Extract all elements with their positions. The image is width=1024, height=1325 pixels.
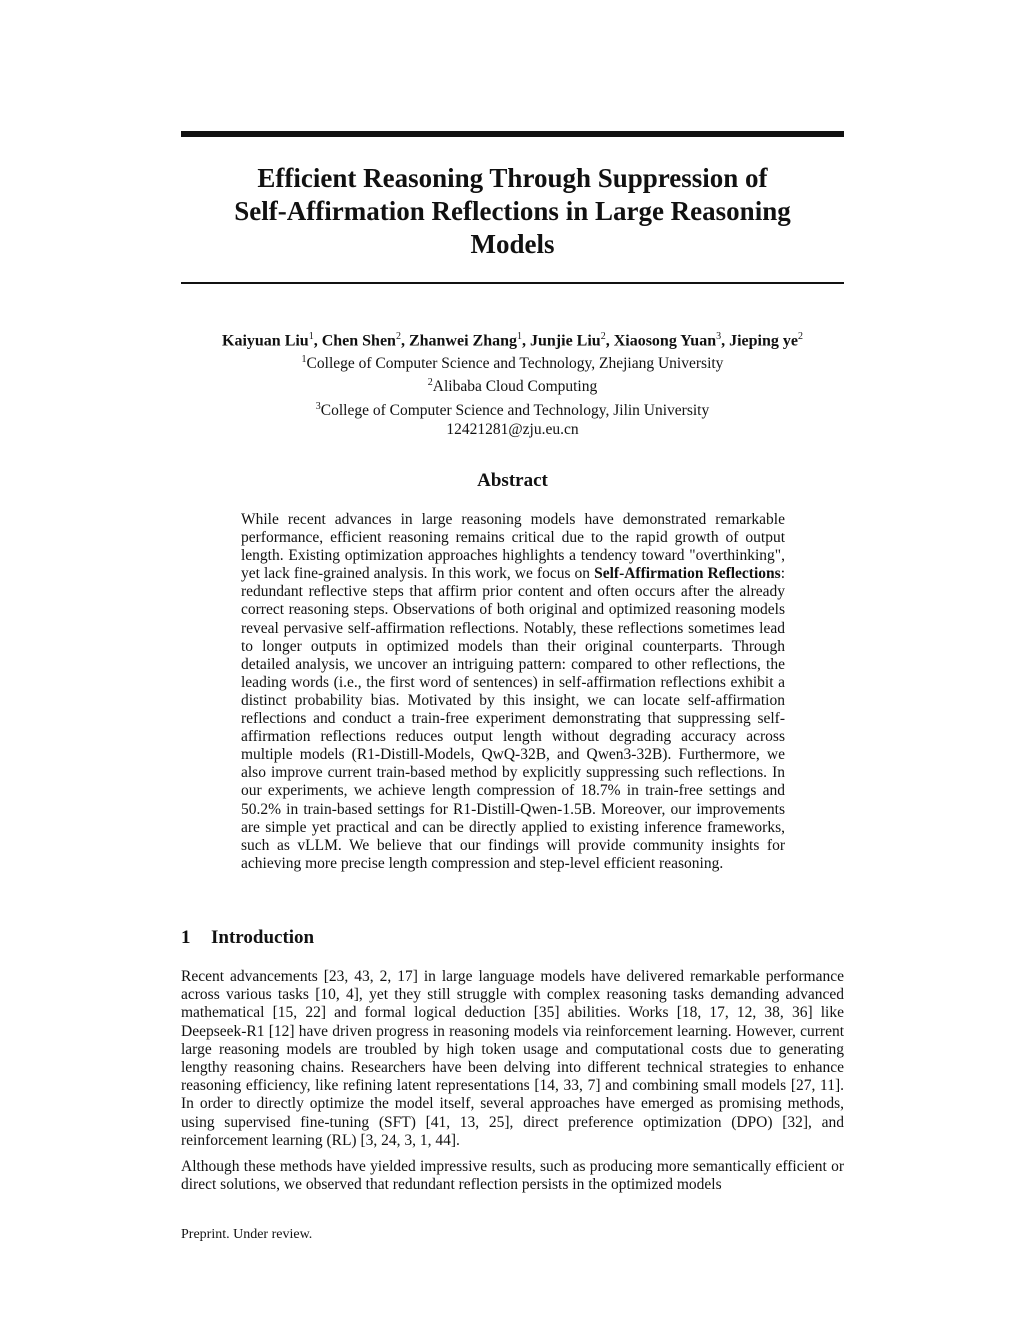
author-affiliation-mark: 2 [600, 331, 606, 342]
author-name: Kaiyuan Liu [222, 332, 309, 350]
affiliation-text: College of Computer Science and Technology, Zhejiang University [306, 355, 724, 373]
author-affiliation-mark: 3 [716, 331, 722, 342]
paragraph: Recent advancements [23, 43, 2, 17] in large language models have delivered remarkable performance across various tasks [10, 4], yet they still struggle with complex reasoning tasks demanding advanced mathematical [15, 22] and formal logical deduction [35] abilities. Works [18, 17, 12, 38, 36] like Deepseek-R1 [12] have driven progress in reasoning models via reinforcement learning. However, current large reasoning models are troubled by high token usage and computational costs due to generating lengthy reasoning chains. Researchers have been delving into different technical strategies to enhance reasoning efficiency, like refining latent representations [14, 33, 7] and combining small models [27, 11]. In order to directly optimize the model itself, several approaches have emerged as promising methods, using supervised fine-tuning (SFT) [41, 13, 25], direct preference optimization (DPO) [32], and reinforcement learning (RL) [3, 24, 3, 1, 44]. [181, 968, 844, 1149]
section-title: Introduction [211, 927, 315, 948]
abstract-text: While recent advances in large reasoning models have demonstrated remarkable performance, efficient reasoning remains critical due to the rapid growth of output length. Existing optimization approaches highlights a tendency toward "overthinking", yet lack fine-grained analysis. In this work, we focus on [241, 511, 785, 583]
paragraph: Although these methods have yielded impressive results, such as producing more semantically efficient or direct solutions, we observed that redundant reflection persists in the optimized models [181, 1158, 844, 1194]
author-name: Junjie Liu [530, 332, 601, 350]
title-top-rule [181, 131, 844, 137]
affiliation [140, 373, 885, 396]
page-footer: Preprint. Under review. [181, 1227, 313, 1242]
affiliation-number: 3 [315, 400, 321, 412]
affiliation-number: 2 [427, 377, 433, 389]
section-heading-introduction [181, 926, 314, 950]
title-line-1: Efficient Reasoning Through Suppression of [257, 163, 768, 193]
section-number: 1 [181, 927, 191, 948]
author-name: Jieping ye [729, 332, 798, 350]
title-line-2: Self-Affirmation Reflections in Large Reasoning [234, 196, 791, 226]
author-name: Chen Shen [321, 332, 396, 350]
author-name: Zhanwei Zhang [408, 332, 517, 350]
introduction-body [181, 968, 844, 1202]
affiliation [140, 350, 885, 373]
author-block [140, 327, 885, 439]
affiliation [140, 397, 885, 420]
author-affiliation-mark: 1 [308, 331, 314, 342]
abstract-key-term: Self-Affirmation Reflections [594, 565, 781, 583]
affiliation-text: College of Computer Science and Technology, Jilin University [320, 401, 710, 419]
abstract-body [241, 511, 785, 873]
abstract-text: : redundant reflective steps that affirm prior content and often occurs after the already correct reasoning steps. Observations of both original and optimized reasoning models reveal pervasive self-affirmation reflections. Notably, these reflections sometimes lead to longer outputs in optimized models than their original counterparts. Through detailed analysis, we uncover an intriguing pattern: compared to other reflections, the leading words (i.e., the first word of sentences) in self-affirmation reflections exhibit a distinct probability bias. Motivated by this insight, we can locate self-affirmation reflections and conduct a train-free experiment demonstrating that suppressing self-affirmation reflections reduces output length without degrading accuracy across multiple models (R1-Distill-Models, QwQ-32B, and Qwen3-32B). Furthermore, we also improve current train-based method by explicitly suppressing such reflections. In our experiments, we achieve length compression of 18.7% in train-free settings and 50.2% in train-based settings for R1-Distill-Qwen-1.5B. Moreover, our improvements are simple yet practical and can be directly applied to existing inference frameworks, such as vLLM. We believe that our findings will provide community insights for achieving more precise length compression and step-level efficient reasoning. [241, 565, 785, 872]
author-name: Xiaosong Yuan [613, 332, 717, 350]
affiliation-text: Alibaba Cloud Computing [432, 378, 598, 396]
contact-email[interactable]: 12421281@zju.eu.cn [446, 420, 579, 438]
paper-title [181, 162, 844, 261]
title-bottom-rule [181, 282, 844, 284]
affiliation-number: 1 [301, 354, 307, 366]
title-line-3: Models [470, 229, 555, 259]
author-affiliation-mark: 1 [517, 331, 522, 342]
author-affiliation-mark: 2 [395, 331, 401, 342]
author-list: Kaiyuan Liu$^1$, Chen Shen$^2$, Zhanwei Zhang$^1$, Junjie Liu$^2$, Xiaosong Yuan$^3$, Jieping $ye^2$ [222, 331, 803, 350]
author-affiliation-mark: 2 [798, 331, 803, 342]
abstract-heading: Abstract [477, 470, 548, 491]
